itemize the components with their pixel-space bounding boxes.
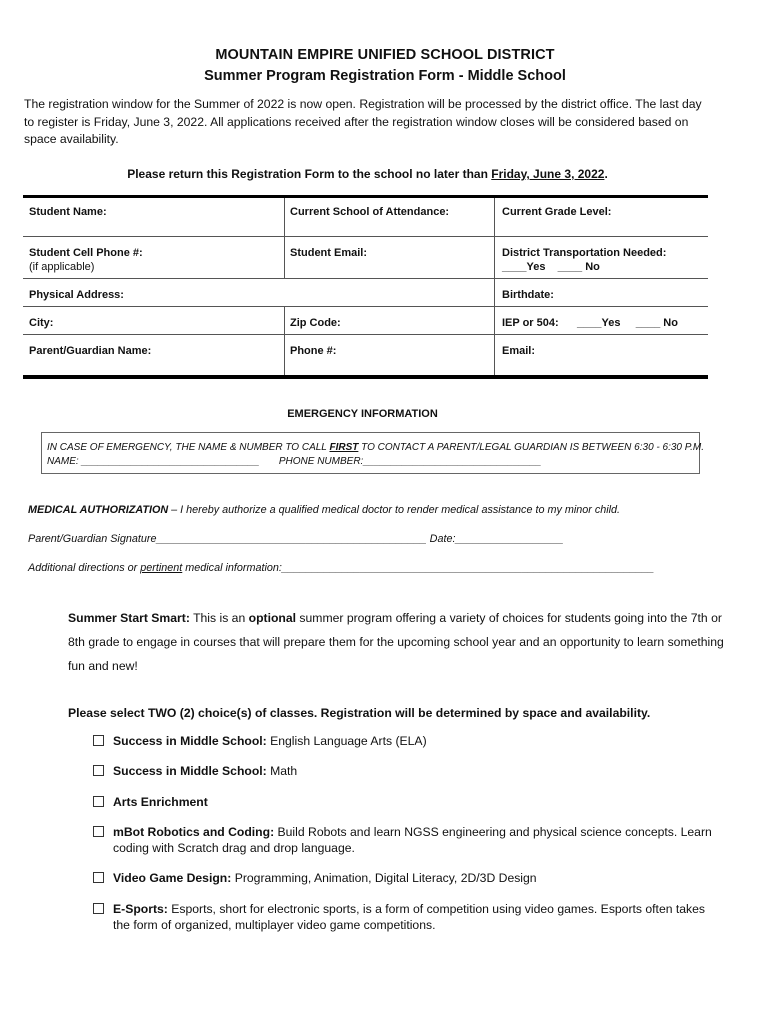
checkbox[interactable] xyxy=(93,796,104,807)
current-school-field[interactable]: Current School of Attendance: xyxy=(290,206,450,218)
emergency-phone-field[interactable]: PHONE NUMBER:________________________________ xyxy=(278,455,542,467)
city-field[interactable]: City: xyxy=(29,317,54,329)
emergency-text: IN CASE OF EMERGENCY, THE NAME & NUMBER TO CALL FIRST TO CONTACT A PARENT/LEGAL GUARDIAN IS BETWEEN 6:30 - 6:30 P.M. NAME: ________________________________ PHONE NUMBER:________________________________ xyxy=(47,442,705,467)
checkbox[interactable] xyxy=(93,765,104,776)
student-email-field[interactable]: Student Email: xyxy=(290,247,368,259)
medical-info-line[interactable]: Additional directions or pertinent medical information:______________________________________________________________ xyxy=(28,562,655,574)
registration-form-page: MOUNTAIN EMPIRE UNIFIED SCHOOL DISTRICT Summer Program Registration Form - Middle School The registration window for the Summer of 2022 is now open. Registration will be processed by the district office. The last day to register is Friday, June 3, 2022. All applications received after the registration window closes will be considered based on space availability. Please return this Registration Form to the school no later than Friday, June 3, 2022. Student Name: Current School of Attendance: Current Grade Level: Student Cell Phone #: (if applicable) Student Email: District Transportation Needed: ____Yes ____ No Physical Address: Birthdate: City: Zip Code: IEP or 504: ____Yes ____ No Parent/Guardian Name: Phone #: Email: EMERGENCY INFORMATION IN CASE OF EMERGENCY, THE NAME & NUMBER TO CALL FIRST TO CONTACT A PARENT/LEGAL GUARDIAN IS BETWEEN 6:30 - 6:30 P.M. NAME: ________________________________ PHONE NUMBER:________________________________ MEDICAL AUTHORIZATION – I hereby authorize a qualified medical doctor to render medical assistance to my minor child. Parent/Guardian Signature_____________________________________________ Date:__________________ Additional directions or pertinent medical information:______________________________________________________________ Summer Start Smart: This is an optional summer program offering a variety of choices for students going into the 7th or 8th grade to engage in courses that will prepare them for the upcoming school year and an opportunity to learn something fun and new! Please select TWO (2) choice(s) of classes. Registration will be determined by space and availability. Success in Middle School: English Language Arts (ELA) Success in Middle School: Math Arts Enrichment mBot Robotics and Coding: Build Robots and learn NGSS engineering and physical science concepts. Learn coding with Scratch drag and drop language. Video Game Design: Programming, Animation, Digital Literacy, 2D/3D Design E-Sports: Esports, short for electronic sports, is a form of competition using video games. Esports often takes the form of organized, multiplayer video game competitions. xyxy=(0,0,770,1024)
checkbox[interactable] xyxy=(93,903,104,914)
form-title: Summer Program Registration Form - Middle School xyxy=(204,68,566,84)
district-title: MOUNTAIN EMPIRE UNIFIED SCHOOL DISTRICT xyxy=(215,47,555,63)
parent-name-field[interactable]: Parent/Guardian Name: xyxy=(29,345,152,357)
emergency-name-field[interactable]: NAME: ________________________________ xyxy=(47,455,260,467)
checkbox[interactable] xyxy=(93,826,104,837)
address-field[interactable]: Physical Address: xyxy=(29,289,124,301)
grade-level-field[interactable]: Current Grade Level: xyxy=(502,206,612,218)
zip-field[interactable]: Zip Code: xyxy=(290,317,341,329)
phone-field[interactable]: Phone #: xyxy=(290,345,337,357)
summer-program-description: Summer Start Smart: This is an optional summer program offering a variety of choices for students going into the 7th or 8th grade to engage in courses that will prepare them for the upcoming school year and an opportunity to learn something fun and new! xyxy=(68,611,724,673)
birthdate-field[interactable]: Birthdate: xyxy=(502,289,554,301)
student-name-field[interactable]: Student Name: xyxy=(29,206,107,218)
iep-field[interactable]: IEP or 504: ____Yes ____ No xyxy=(502,317,678,329)
return-notice: Please return this Registration Form to the school no later than Friday, June 3, 2022. xyxy=(127,167,608,181)
checkbox[interactable] xyxy=(93,735,104,746)
intro-paragraph: The registration window for the Summer of 2022 is now open. Registration will be processed by the district office. The last day to register is Friday, June 3, 2022. All applications received after the registration window closes will be considered based on space availability. xyxy=(24,97,702,146)
cell-phone-field[interactable]: Student Cell Phone #: (if applicable) xyxy=(29,247,143,273)
emergency-title: EMERGENCY INFORMATION xyxy=(287,408,438,420)
deadline-date: Friday, June 3, 2022 xyxy=(491,167,605,181)
select-instruction: Please select TWO (2) choice(s) of classes. Registration will be determined by space and availability. xyxy=(68,706,651,720)
transportation-field[interactable]: District Transportation Needed: ____Yes ____ No xyxy=(502,247,667,273)
parent-email-field[interactable]: Email: xyxy=(502,345,536,357)
medical-authorization: MEDICAL AUTHORIZATION – I hereby authorize a qualified medical doctor to render medical assistance to my minor child. xyxy=(28,504,621,516)
checkbox[interactable] xyxy=(93,872,104,883)
signature-line[interactable]: Parent/Guardian Signature_____________________________________________ Date:__________________ xyxy=(28,533,564,545)
